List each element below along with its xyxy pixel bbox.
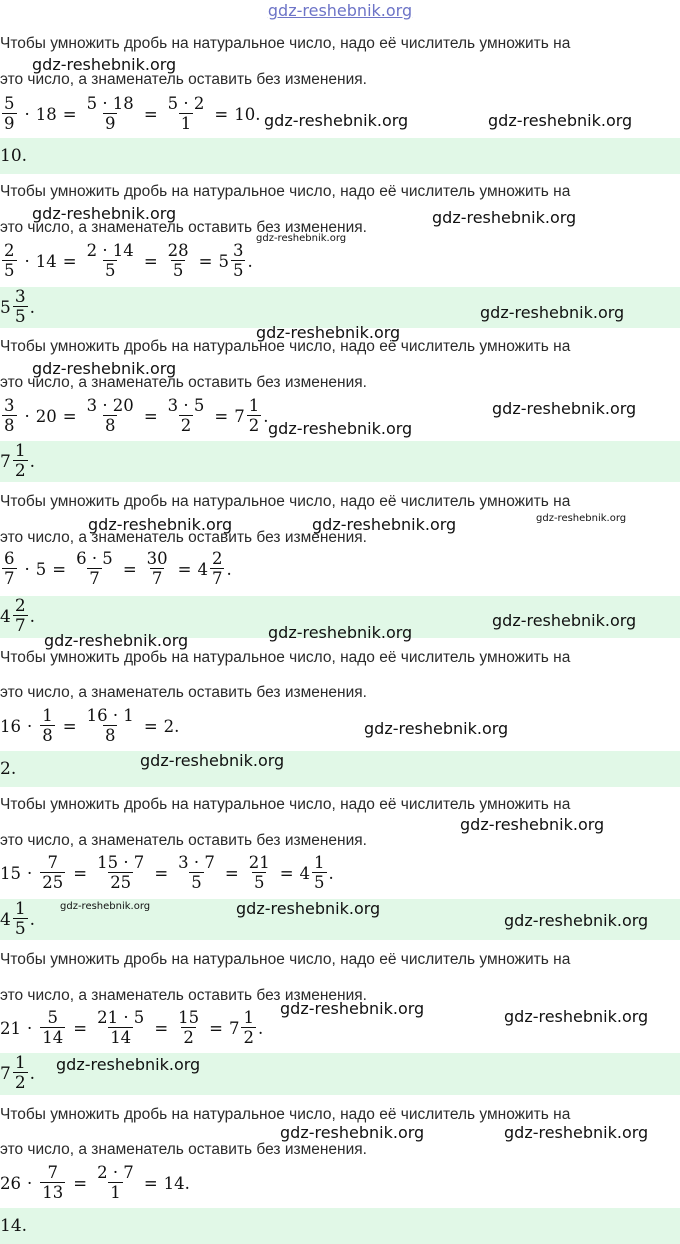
fraction: $\frac{5 \cdot 18}{9}$ — [86, 94, 134, 133]
fraction: $\frac{5 \cdot 2}{1}$ — [167, 94, 205, 133]
watermark-text: gdz-reshebnik.org — [60, 901, 151, 912]
rule-text-line2: это число, а знаменатель оставить без изменения. — [0, 1141, 367, 1158]
rule-text-line2: это число, а знаменатель оставить без изменения. — [0, 987, 367, 1004]
watermark-text: gdz-reshebnik.org — [460, 815, 605, 834]
answer-value: 7 $\frac{1}{2}$ . — [0, 441, 36, 481]
rule-text-line1: Чтобы умножить дробь на натуральное число, надо её числитель умножить на — [0, 493, 571, 510]
solution-expression: 21 · $\frac{5}{14}$ = $\frac{21 \cdot 5}{14}$ = $\frac{15}{2}$ = 7 $\frac{1}{2}$ . — [0, 1008, 264, 1047]
rule-text-line2: это число, а знаменатель оставить без изменения. — [0, 832, 367, 849]
answer-value: 10. — [0, 146, 28, 166]
watermark-text: gdz-reshebnik.org — [268, 623, 413, 642]
watermark-text: gdz-reshebnik.org — [492, 611, 637, 630]
watermark-text: gdz-reshebnik.org — [504, 1123, 649, 1142]
watermark-text: gdz-reshebnik.org — [312, 515, 457, 534]
watermark-text: gdz-reshebnik.org — [280, 1123, 425, 1142]
watermark-text: gdz-reshebnik.org — [32, 55, 177, 74]
answer-value: 4 $\frac{1}{5}$ . — [0, 899, 36, 939]
watermark-text: gdz-reshebnik.org — [88, 515, 233, 534]
watermark-text: gdz-reshebnik.org — [504, 911, 649, 930]
rule-text-line2: это число, а знаменатель оставить без изменения. — [0, 71, 367, 88]
answer-value: 14. — [0, 1216, 28, 1236]
solution-expression: $\frac{2}{5}$ · 14 = $\frac{2 \cdot 14}{5}$ = $\frac{28}{5}$ = 5 $\frac{3}{5}$ . — [4, 241, 253, 280]
rule-text-line1: Чтобы умножить дробь на натуральное число, надо её числитель умножить на — [0, 338, 571, 355]
watermark-text: gdz-reshebnik.org — [256, 233, 347, 244]
watermark-text: gdz-reshebnik.org — [32, 204, 177, 223]
solution-expression: $\frac{5}{9}$ · 18 = $\frac{5 \cdot 18}{9}$ = $\frac{5 \cdot 2}{1}$ = 10. — [4, 94, 261, 133]
watermark-text: gdz-reshebnik.org — [44, 631, 189, 650]
watermark-text: gdz-reshebnik.org — [56, 1055, 201, 1074]
rule-text-line1: Чтобы умножить дробь на натуральное число, надо её числитель умножить на — [0, 796, 571, 813]
rule-text-line2: это число, а знаменатель оставить без изменения. — [0, 529, 367, 546]
answer-value: 7 $\frac{1}{2}$ . — [0, 1053, 36, 1093]
watermark-text: gdz-reshebnik.org — [492, 399, 637, 418]
watermark-text: gdz-reshebnik.org — [480, 303, 625, 322]
answer-value: 5 $\frac{3}{5}$ . — [0, 287, 36, 327]
watermark-text: gdz-reshebnik.org — [32, 359, 177, 378]
answer-box — [0, 751, 680, 787]
watermark-text: gdz-reshebnik.org — [264, 111, 409, 130]
watermark-text: gdz-reshebnik.org — [140, 751, 285, 770]
watermark-text: gdz-reshebnik.org — [536, 513, 627, 524]
answer-box — [0, 1208, 680, 1244]
answer-value: 2. — [0, 759, 17, 779]
watermark-text: gdz-reshebnik.org — [364, 719, 509, 738]
rule-text-line1: Чтобы умножить дробь на натуральное число, надо её числитель умножить на — [0, 951, 571, 968]
fraction: $\frac{5}{9}$ — [4, 94, 15, 133]
rule-text-line2: это число, а знаменатель оставить без изменения. — [0, 684, 367, 701]
watermark-text: gdz-reshebnik.org — [280, 999, 425, 1018]
answer-box — [0, 441, 680, 482]
watermark-text: gdz-reshebnik.org — [236, 899, 381, 918]
solution-expression: 15 · $\frac{7}{25}$ = $\frac{15 \cdot 7}{25}$ = $\frac{3 \cdot 7}{5}$ = $\frac{21}{5}$ = 4 $\frac{1}{5}$ . — [0, 853, 334, 892]
rule-text-line1: Чтобы умножить дробь на натуральное число, надо её числитель умножить на — [0, 1106, 571, 1123]
site-header-link[interactable]: gdz-reshebnik.org — [267, 1, 413, 20]
watermark-text: gdz-reshebnik.org — [268, 419, 413, 438]
solution-expression: 16 · $\frac{1}{8}$ = $\frac{16 \cdot 1}{8}$ = 2. — [0, 706, 180, 745]
rule-text-line1: Чтобы умножить дробь на натуральное число, надо её числитель умножить на — [0, 649, 571, 666]
rule-text-line1: Чтобы умножить дробь на натуральное число, надо её числитель умножить на — [0, 35, 571, 52]
solution-expression: $\frac{6}{7}$ · 5 = $\frac{6 \cdot 5}{7}$ = $\frac{30}{7}$ = 4 $\frac{2}{7}$ . — [4, 549, 232, 588]
solution-expression: 26 · $\frac{7}{13}$ = $\frac{2 \cdot 7}{1}$ = 14. — [0, 1163, 190, 1202]
rule-text-line1: Чтобы умножить дробь на натуральное число, надо её числитель умножить на — [0, 183, 571, 200]
answer-box — [0, 138, 680, 174]
rule-text-line2: это число, а знаменатель оставить без изменения. — [0, 219, 367, 236]
answer-value: 4 $\frac{2}{7}$ . — [0, 596, 36, 636]
watermark-text: gdz-reshebnik.org — [432, 208, 577, 227]
watermark-text: gdz-reshebnik.org — [488, 111, 633, 130]
watermark-text: gdz-reshebnik.org — [504, 1007, 649, 1026]
solution-expression: $\frac{3}{8}$ · 20 = $\frac{3 \cdot 20}{8}$ = $\frac{3 \cdot 5}{2}$ = 7 $\frac{1}{2}$ . — [4, 396, 269, 435]
rule-text-line2: это число, а знаменатель оставить без изменения. — [0, 374, 367, 391]
watermark-text: gdz-reshebnik.org — [256, 323, 401, 342]
